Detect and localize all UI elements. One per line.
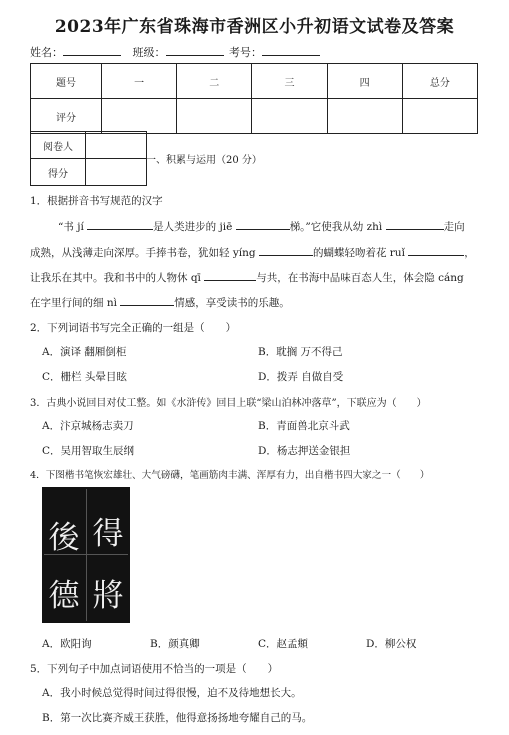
- number-blank: [262, 45, 320, 56]
- score-cell: [327, 99, 402, 134]
- grid-line: [86, 489, 87, 621]
- option-b: B．青面兽北京斗武: [258, 420, 350, 432]
- calligraphy-char: 德: [48, 578, 80, 614]
- question-1-title: 1．根据拼音书写规范的汉字: [30, 195, 163, 207]
- option-b: B．耽搁 万不得己: [258, 346, 343, 358]
- option-a: A．欧阳询: [42, 638, 92, 650]
- page-title: 2023年广东省珠海市香洲区小升初语文试卷及答案: [54, 17, 455, 37]
- option-c: C．赵孟頫: [258, 638, 309, 650]
- name-label: 姓名：: [30, 46, 63, 59]
- text: 走向: [443, 221, 465, 233]
- score-row-label: 评分: [31, 99, 102, 134]
- text: 梯。”它使我从幼 zhì: [289, 221, 386, 233]
- score-table: [30, 63, 478, 134]
- student-info-line: [30, 44, 322, 60]
- reviewer-table: [30, 131, 147, 186]
- calligraphy-image: [42, 487, 130, 623]
- text: 在字里行间的细 nì: [30, 297, 121, 309]
- class-blank: [166, 45, 224, 56]
- score-header-cell: 三: [252, 64, 327, 99]
- question-5-title: 5．下列句子中加点词语使用不恰当的一项是（ ）: [30, 663, 279, 675]
- reviewer-score-label: 得分: [31, 159, 86, 186]
- text: 成熟，从浅薄走向深厚。手捧书卷，犹如轻 yíng: [30, 247, 259, 259]
- question-1-line: [30, 270, 464, 285]
- option-c: C．吴用智取生辰纲: [42, 445, 135, 457]
- text: 让我乐在其中。我和书中的人物休 qī: [30, 272, 205, 284]
- text: 情感，享受读书的乐趣。: [174, 297, 290, 309]
- text: 的蝴蝶轻吻着花 ruǐ: [312, 247, 409, 259]
- score-header-cell: 四: [327, 64, 402, 99]
- answer-blank: [259, 246, 313, 256]
- score-header-cell: 题号: [31, 64, 102, 99]
- score-cell: [177, 99, 252, 134]
- text: “书 jí: [58, 221, 88, 233]
- text: 是人类进步的 jiē: [153, 221, 236, 233]
- answer-blank: [87, 220, 153, 230]
- name-blank: [63, 45, 121, 56]
- answer-blank: [120, 296, 174, 306]
- question-3-title: 3．古典小说回目对仗工整。如《水浒传》回目上联“梁山泊林冲落草”，下联应为（ ）: [30, 398, 427, 409]
- score-header-cell: 二: [177, 64, 252, 99]
- answer-blank: [204, 271, 256, 281]
- score-header-row: [31, 64, 478, 99]
- score-cell: [252, 99, 327, 134]
- question-2-title: 2．下列词语书写完全正确的一组是（ ）: [30, 322, 237, 334]
- answer-blank: [408, 246, 464, 256]
- option-d: D．杨志押送金银担: [258, 445, 351, 457]
- number-label: 考号：: [229, 46, 262, 59]
- question-4-title: 4．下图楷书笔恢宏雄壮、大气磅礴，笔画筋肉丰满、浑厚有力，出自楷书四大家之一（ ）: [30, 470, 430, 481]
- calligraphy-char: 將: [92, 578, 124, 614]
- answer-blank: [236, 220, 290, 230]
- score-header-cell: 一: [102, 64, 177, 99]
- option-c: C．栅栏 头晕目眩: [42, 371, 127, 383]
- class-label: 班级：: [132, 46, 166, 59]
- option-a: A．演译 翻厢倒柜: [42, 346, 127, 358]
- option-b: B．颜真卿: [150, 638, 200, 650]
- option-a: A．汴京城杨志卖刀: [42, 420, 134, 432]
- question-1-line: [30, 295, 290, 310]
- question-1-line: [58, 219, 465, 234]
- text: ，: [464, 247, 475, 259]
- option-d: D．拨弄 自做自受: [258, 371, 344, 383]
- answer-blank: [386, 220, 444, 230]
- text: 与共，在书海中品味百态人生，体会隐 cáng: [256, 272, 464, 284]
- option-d: D．柳公权: [366, 638, 417, 650]
- score-value-row: [31, 99, 478, 134]
- reviewer-label: 阅卷人: [31, 132, 86, 159]
- reviewer-score-cell: [86, 159, 147, 186]
- option-b: B．第一次比赛齐威王获胜，他得意扬扬地夸耀自己的马。: [42, 712, 313, 724]
- score-cell: [102, 99, 177, 134]
- calligraphy-char: 得: [92, 516, 124, 552]
- section-heading: 一、积累与运用（20 分）: [146, 155, 262, 166]
- calligraphy-char: 後: [48, 520, 80, 556]
- score-cell: [402, 99, 477, 134]
- score-header-cell: 总分: [402, 64, 477, 99]
- option-a: A．我小时候总觉得时间过得很慢，迫不及待地想长大。: [42, 687, 302, 699]
- question-1-line: [30, 245, 475, 260]
- reviewer-cell: [86, 132, 147, 159]
